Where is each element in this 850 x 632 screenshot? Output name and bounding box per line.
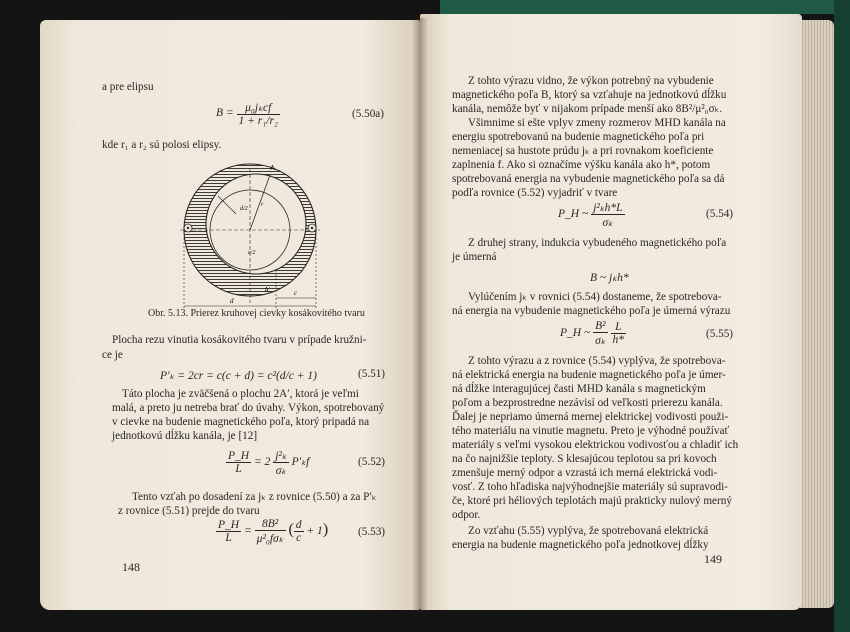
text-line: ná elektrická energia na budenie magnetického poľa je úmer- <box>452 369 726 381</box>
text-line: Vylúčením jₖ v rovnici (5.54) dostaneme, že spotrebova- <box>468 291 722 303</box>
text-line: jednotkovú dĺžku kanála, je [12] <box>112 430 258 442</box>
label-c-half: c/2 <box>248 250 256 256</box>
eq-denominator: c <box>296 532 302 544</box>
text-line: Plocha rezu vinutia kosákovitého tvaru v prípade kružni- <box>112 334 367 346</box>
page-number: 148 <box>122 560 140 574</box>
eq-numerator: P_H <box>218 519 240 531</box>
eq-numerator: μ₀jₖcf <box>237 100 280 115</box>
label-d-bottom: d <box>230 297 234 305</box>
eq-numerator: 8B² <box>255 518 286 531</box>
text-line: ná energia na vybudenie magnetického poľa je úmerná výrazu <box>452 305 731 317</box>
text-line: Táto plocha je zväčšená o plochu 2A′, ktorá je veľmi <box>122 388 359 400</box>
equation-label: (5.54) <box>706 208 734 220</box>
eq-numerator: j²ₖh*L <box>593 202 623 214</box>
text-line: zaplnenia f. Ako si označíme výšku kanála ako h*, potom <box>452 159 711 171</box>
equation-b-proportional: B ~ jₖh* <box>590 272 629 284</box>
equation-5-55 <box>560 320 626 347</box>
left-page <box>40 20 420 610</box>
text-line: spotrebovaná energia na vybudenie magnetického poľa sa dá <box>452 173 725 185</box>
text-line: zmenšuje merný odpor a vzrastá ich merná elektrická vodi- <box>452 467 718 479</box>
eq-denominator: 1 + r₁/r₂ <box>238 115 278 127</box>
equation-5-53: $\frac{P\_H}{L}$ = $\frac{\text{8B²}}{\text{μ²₀fσₖ}}$ ( $\frac{d}{c}$ + 1) <box>218 518 329 545</box>
eq-denominator: σₖ <box>275 465 287 477</box>
equation-label: (5.52) <box>358 456 386 468</box>
equation-5-51: P′ₖ = 2cr = c(c + d) = c²(d/c + 1) <box>160 370 317 382</box>
text-line: v cievke na budenie magnetického poľa, ktorý pripadá na <box>112 416 370 428</box>
text-line: magnetického poľa B, ktorý sa vzťahuje na jednotkovú dĺžku <box>452 89 727 101</box>
eq-lhs: P_H ~ <box>560 327 591 340</box>
eq-numerator: L <box>611 321 627 334</box>
text-line: je úmerná <box>452 251 497 263</box>
eq-lhs: P_H ~ <box>558 208 589 221</box>
text-line: Ďalej je nepriamo úmerná mernej elektrickej vodivosti použi- <box>452 411 729 423</box>
equation-5-54 <box>558 200 625 229</box>
text-line: vosť. Z toho hľadiska najvýhodnejšie materiály sú supravodi- <box>452 481 728 493</box>
eq-denominator: L <box>225 532 232 544</box>
equation-5-50a <box>216 100 280 127</box>
text-line: tého materiálu na vinutie magnetu. Preto je výhodné používať <box>452 425 730 437</box>
figure-caption: Obr. 5.13. Prierez kruhovej cievky kosákovitého tvaru <box>148 308 365 319</box>
eq-fraction <box>611 321 627 346</box>
text-line: nemeniacej sa hustote prúdu jₖ a pri rovnakom koeficiente <box>452 145 714 157</box>
eq-numerator: B² <box>593 320 608 333</box>
text-line: energiu spotrebovanú na budenie magnetického poľa pri <box>452 131 705 143</box>
eq-fraction <box>226 450 251 475</box>
text-line: na čo najnižšie teploty. S klesajúcou teplotou sa pri kovoch <box>452 453 717 465</box>
text-line: Všimnime si ešte vplyv zmeny rozmerov MHD kanála na <box>468 117 726 129</box>
text-line: Tento vzťah po dosadení za jₖ z rovnice (5.50) a za P′ₖ <box>132 491 377 503</box>
page-stack-edge <box>800 20 834 608</box>
text-line: materiály s veľmi vysokou elektrickou vodivosťou a chladiť ich <box>452 439 739 451</box>
eq-numerator: d <box>295 519 302 531</box>
page-number: 149 <box>704 552 722 566</box>
text-line: če, ktoré pri héliových teplotách majú prakticky nulový merný <box>452 495 732 507</box>
equation-label: (5.55) <box>706 328 734 340</box>
equation-label: (5.50a) <box>352 108 384 120</box>
eq-fraction <box>273 448 289 477</box>
label-a-top: A <box>270 164 276 172</box>
label-r: r <box>261 202 264 208</box>
book-cover-edge <box>440 0 850 14</box>
label-c-bottom: c <box>294 289 298 297</box>
text-line: Z tohto výrazu a z rovnice (5.54) vyplýva, že spotrebova- <box>468 355 726 367</box>
eq-denominator: σₖ <box>602 217 614 229</box>
text-line: Z tohto výrazu vidno, že výkon potrebný na vybudenie <box>468 75 714 87</box>
label-a-bottom: A′ <box>264 286 271 294</box>
right-page <box>420 14 802 610</box>
eq-fraction <box>593 320 608 347</box>
text-line: kde r₁ a r₂ sú polosi elipsy. <box>102 139 222 151</box>
text-line: podľa rovnice (5.52) vyjadriť v tvare <box>452 187 618 199</box>
eq-denominator: L <box>235 463 242 475</box>
eq-denominator: h* <box>612 334 625 346</box>
text-line: ná dĺžke interagujúcej časti MHD kanála s magnetickým <box>452 383 706 395</box>
eq-fraction <box>294 519 304 544</box>
label-d-half: d/2 <box>240 206 248 212</box>
text-line: malá, a preto ju netreba brať do úvahy. Výkon, spotrebovaný <box>112 402 385 414</box>
text-line: poľom a bezprostredne nezávisí od veľkosti prierezu kanála. <box>452 397 723 409</box>
equation-label: (5.53) <box>358 526 386 538</box>
eq-fraction <box>216 519 241 544</box>
eq-fraction <box>255 518 286 545</box>
text-line: odpor. <box>452 509 481 521</box>
eq-numerator: j²ₖ <box>275 450 287 462</box>
eq-denominator: μ²₀fσₖ <box>256 533 284 545</box>
text-line: ce je <box>102 349 123 361</box>
text-line: Zo vzťahu (5.55) vyplýva, že spotrebovaná elektrická <box>468 525 709 537</box>
eq-operator: = 2 <box>253 456 271 469</box>
eq-fraction <box>237 100 280 127</box>
text-line: energia na budenie magnetického poľa jednotkovej dĺžky <box>452 539 709 551</box>
text-line: z rovnice (5.51) prejde do tvaru <box>118 505 260 517</box>
eq-fraction <box>591 200 624 229</box>
book-cover-side <box>834 0 850 632</box>
equation-5-52 <box>226 448 309 477</box>
text-line: kanála, nemôže byť v nijakom prípade menší ako 8B²/μ²₀σₖ. <box>452 103 723 115</box>
equation-label: (5.51) <box>358 368 386 380</box>
book-gutter <box>412 18 428 612</box>
eq-rhs: P′ₖf <box>291 456 310 469</box>
eq-numerator: P_H <box>228 450 250 462</box>
eq-lhs: B = <box>216 107 234 120</box>
eq-rhs: + 1 <box>306 525 323 538</box>
figure-coil-cross-section <box>170 158 340 318</box>
text-line: a pre elipsu <box>102 81 154 93</box>
eq-denominator: σₖ <box>595 335 606 347</box>
text-line: Z druhej strany, indukcia vybudeného magnetického poľa <box>468 237 727 249</box>
